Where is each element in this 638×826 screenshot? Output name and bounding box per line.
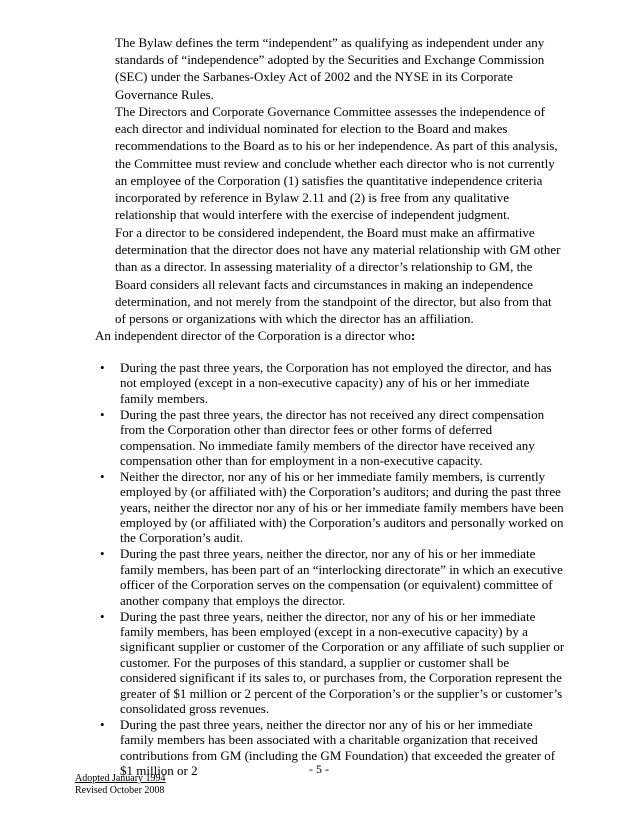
list-item <box>95 546 565 608</box>
footer-revised-date: Revised October 2008 <box>75 785 165 796</box>
bullet-icon: • <box>100 608 105 624</box>
paragraph-committee-assessment: The Directors and Corporate Governance Committee assesses the independence of each director and individual nominated for election to the Board and makes recommendations to the Board as to his or her independence. As part of this analysis, the Committee must review and conclude whether each director who is not currently an employee of the Corporation (1) satisfies the quantitative independence criteria incorporated by reference in Bylaw 2.11 and (2) is free from any qualitative relationship that would interfere with the exercise of independent judgment. <box>115 104 558 223</box>
bullet-icon: • <box>100 406 105 422</box>
list-item-text: Neither the director, nor any of his or her immediate family members, is currently employed by (or affiliated with) the Corporation’s auditors; and during the past three years, neither the director nor any of his or her immediate family members have been employed by (or affiliated with) the Corporation’s auditors and personally worked on the Corporation’s audit. <box>120 468 564 546</box>
list-item-text: During the past three years, neither the director nor any of his or her immediate family members has been associated with a charitable organization that received contributions from GM (including the GM Foundation) that exceeded the greater of $1 million or 2 <box>120 716 556 779</box>
page-number: - 5 - <box>309 762 329 776</box>
list-item <box>95 609 565 717</box>
bullet-icon: • <box>100 546 105 562</box>
independence-criteria-list <box>95 360 565 779</box>
lead-colon: : <box>410 328 416 343</box>
bullet-icon: • <box>100 360 105 375</box>
paragraph-board-determination: For a director to be considered independent, the Board must make an affirmative determination that the director does not have any material relationship with GM other than as a director. In assessing materiality of a director’s relationship to GM, the Board considers all relevant facts and circumstances in making an independence determination, and not merely from the standpoint of the director, but also from that of persons or organizations with which the director has an affiliation. <box>115 225 561 327</box>
list-item-text: During the past three years, neither the director, nor any of his or her immediate family members, has been employed (except in a non-executive capacity) by a significant supplier or customer of the Corporation or any affiliate of such supplier or customer. For the purposes of this standard, a supplier or customer shall be considered significant if its sales to, or purchases from, the Corporation represent the greater of $1 million or 2 percent of the Corporation’s or the supplier’s or customer’s consolidated gross revenues. <box>120 608 565 716</box>
paragraph-bylaw-definition: The Bylaw defines the term “independent” as qualifying as independent under any standards of “independence” adopted by the Securities and Exchange Commission (SEC) under the Sarbanes-Oxley Act of 2002 and the NYSE in its Corporate Governance Rules. <box>115 35 545 102</box>
list-item-text: During the past three years, the director has not received any direct compensation from the Corporation other than director fees or other forms of deferred compensation. No immediate family members of the director have received any compensation other than for employment in a non-executive capacity. <box>120 406 545 468</box>
lead-text: An independent director of the Corporation is a director who <box>95 328 411 343</box>
list-item-text: During the past three years, neither the director, nor any of his or her immediate family members, has been part of an “interlocking directorate” in which an executive officer of the Corporation serves on the compensation (or equivalent) committee of another company that employs the director. <box>120 546 563 608</box>
footer-adopted-date: Adopted January 1994 <box>75 773 166 784</box>
list-item-text: During the past three years, the Corporation has not employed the director, and has not employed (except in a non-executive capacity) any of his or her immediate family members. <box>120 360 552 406</box>
independent-director-lead <box>95 327 565 344</box>
list-item <box>95 469 565 546</box>
bullet-icon: • <box>100 716 105 732</box>
bullet-icon: • <box>100 468 105 484</box>
list-item <box>95 360 565 406</box>
list-item <box>95 407 565 469</box>
